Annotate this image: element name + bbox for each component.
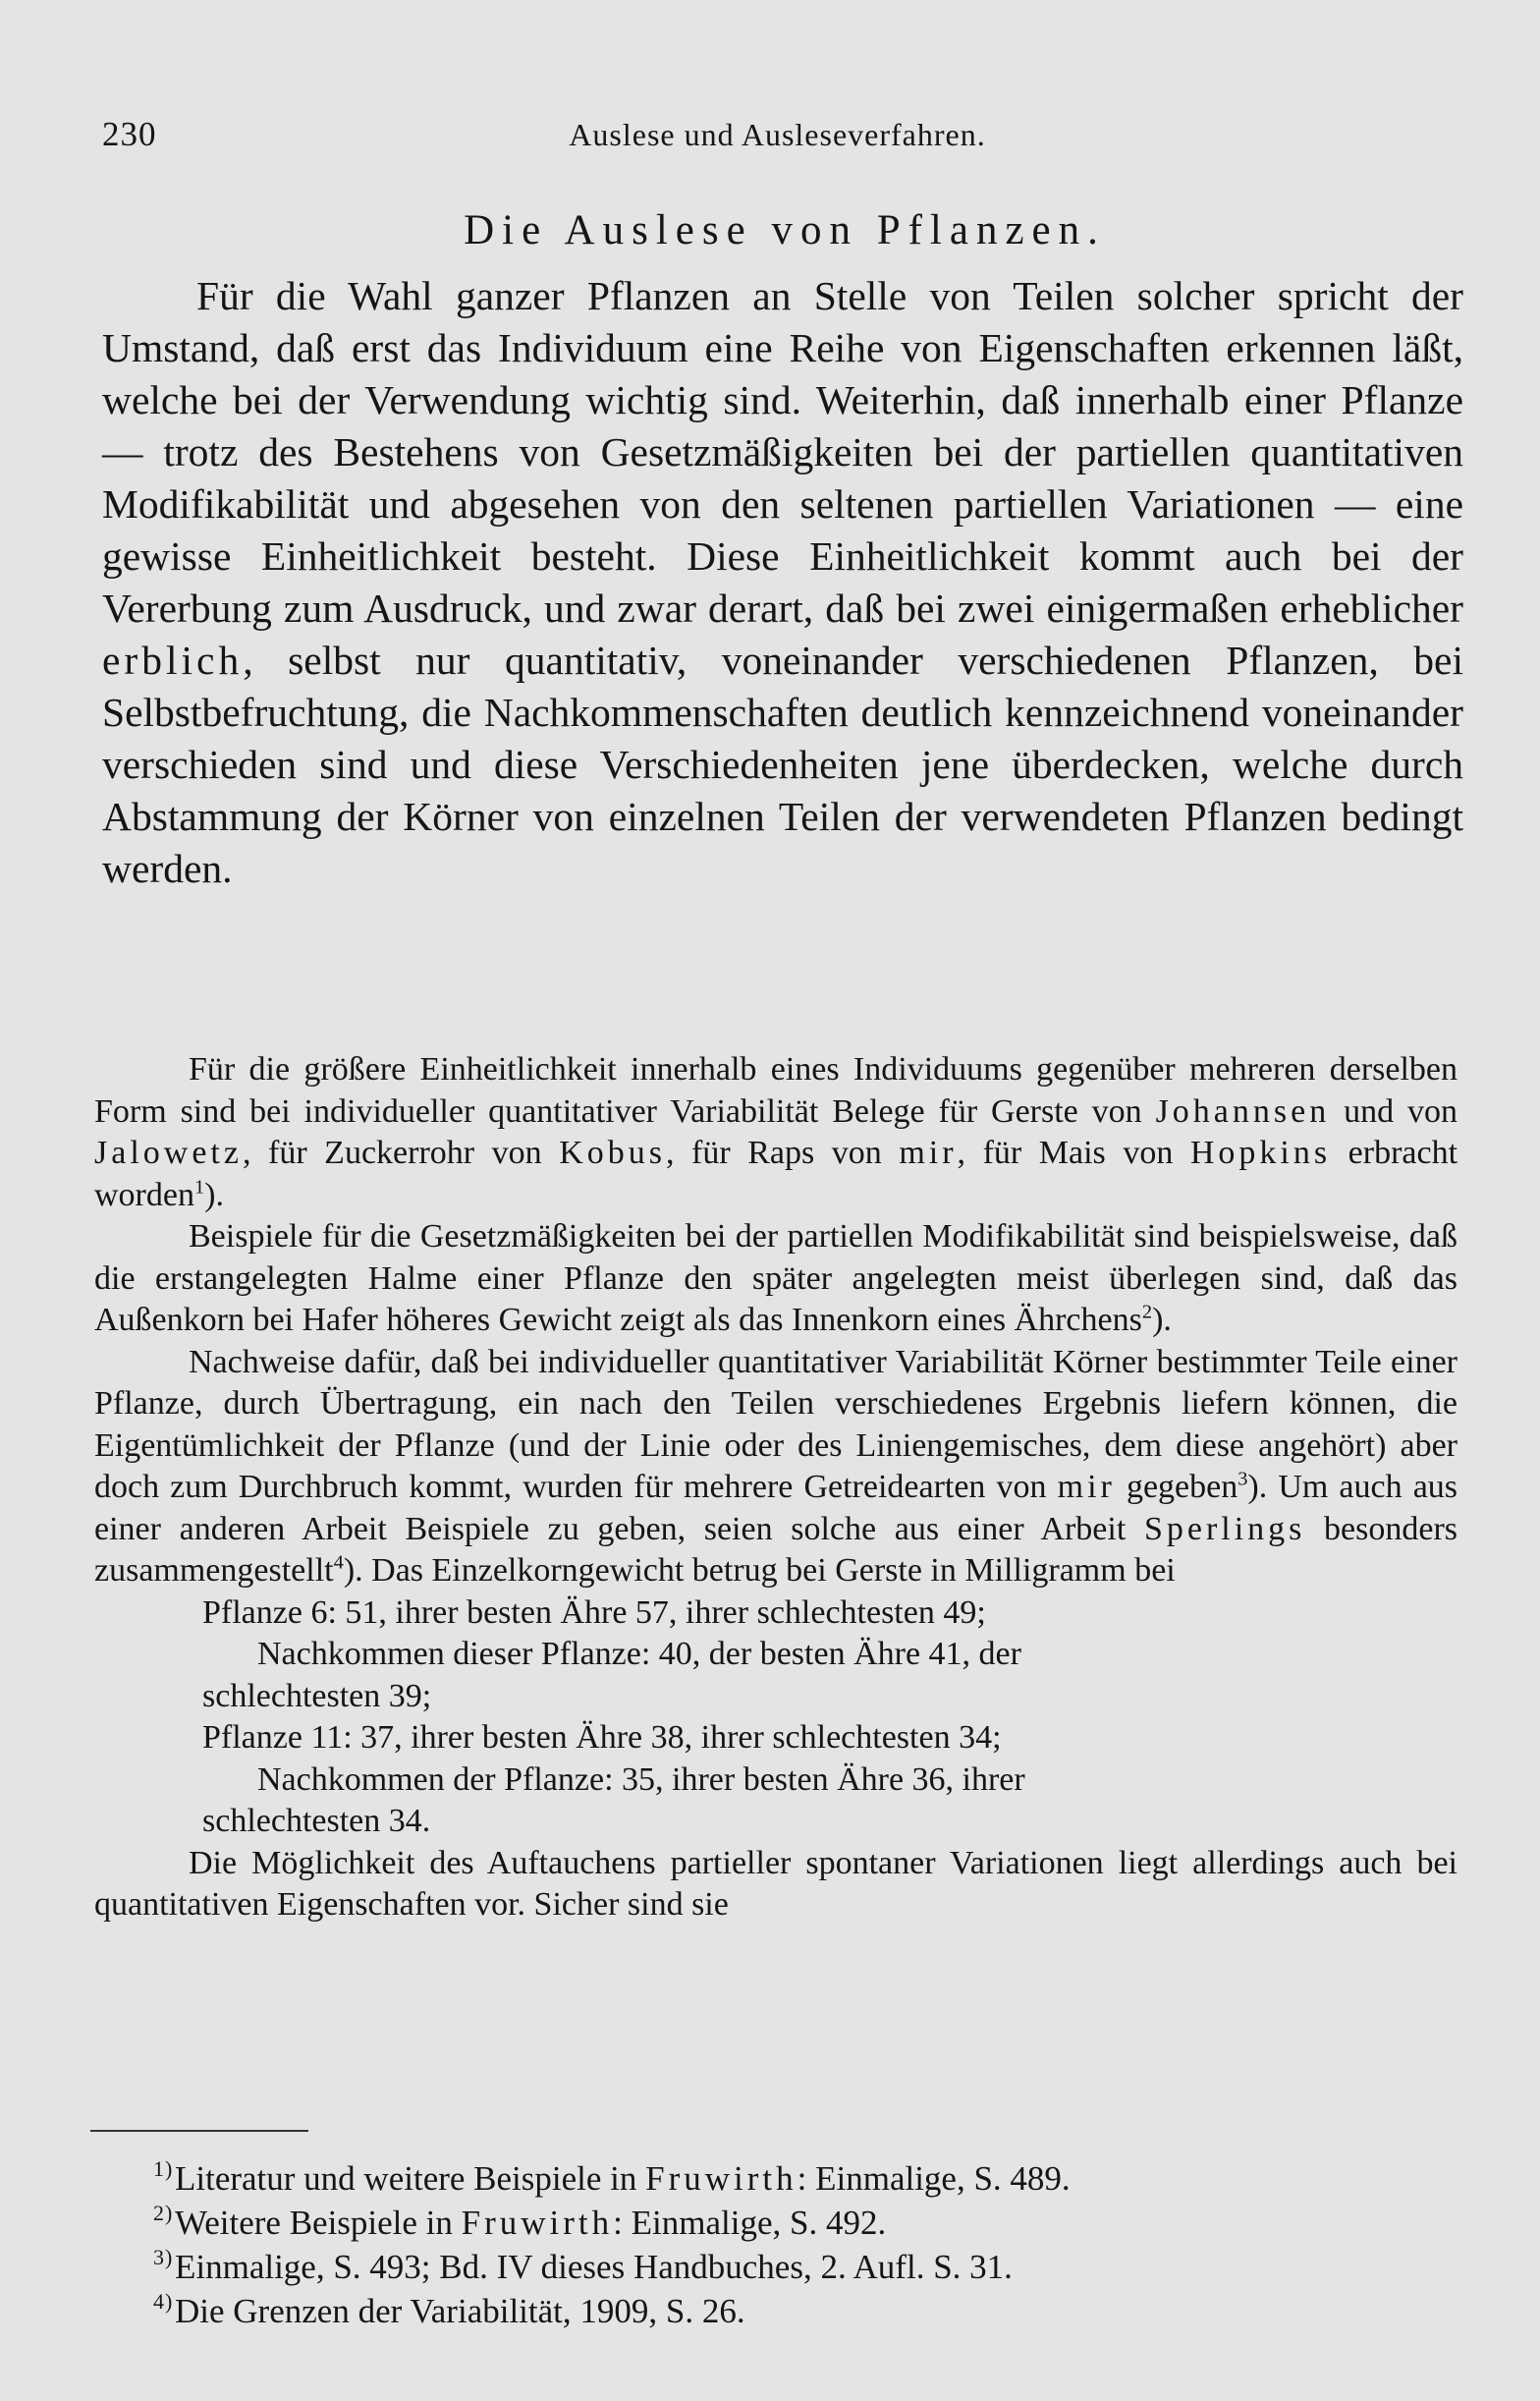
main-text (102, 270, 1463, 895)
running-title: Auslese und Ausleseverfahren. (569, 117, 986, 152)
footnote-ref: 3 (1238, 1468, 1248, 1490)
text: gegeben (1126, 1469, 1238, 1505)
footnote-ref: 1 (193, 1176, 205, 1199)
text: ). (1152, 1302, 1172, 1338)
text: Nachweise dafür, daß bei individueller quantitativer Variabilität Körner bestimmter Teile einer Pflanze, durch Übertragung, ein nach den Teilen verschiedenes Ergebnis liefern können, die Eigentümlichkeit der Pflanze (und der Linie oder des Liniengemisches, dem diese angehört) aber doch zum Durchbruch kommt, wurden für mehrere Getreidearten von (94, 1343, 1458, 1505)
author-name: mir (899, 1135, 958, 1171)
page-number: 230 (102, 115, 157, 153)
main-paragraph (102, 270, 1463, 895)
small-paragraph-1 (94, 1049, 1458, 1216)
text: erbracht worden (94, 1135, 1458, 1213)
data-line-plant-11: Pflanze 11: 37, ihrer besten Ähre 38, ihrer schlechtesten 34; (202, 1719, 1002, 1756)
small-paragraph-4: Die Möglichkeit des Auftauchens partieller spontaner Variationen liegt allerdings auch bei quantitativen Eigenschaften vor. Sicher sind sie (94, 1844, 1458, 1923)
emphasis-erblich: erblich (102, 638, 244, 683)
footnote-paren: ) (165, 2201, 173, 2225)
text: Die Grenzen der Variabilität, 1909, S. 26. (175, 2292, 745, 2330)
footnote-ref: 4 (333, 1551, 344, 1574)
small-paragraph-2 (94, 1216, 1458, 1342)
footnote-marker: 4 (153, 2289, 164, 2314)
text: ). Das Einzelkorngewicht betrug bei Gerste in Milligramm bei (343, 1552, 1176, 1589)
footnote-paren: ) (165, 2245, 173, 2269)
footnote-divider (90, 2130, 308, 2132)
main-paragraph-part1: Für die Wahl ganzer Pflanzen an Stelle von Teilen solcher spricht der Umstand, daß erst das Individuum eine Reihe von Eigenschaften erkennen läßt, welche bei der Verwendung wichtig sind. Weiterhin, daß innerhalb einer Pflanze — trotz des Bestehens von Gesetzmäßigkeiten bei der partiellen quantitativen Modifikabilität und abgesehen von den seltenen partiellen Variationen — eine gewisse Einheitlichkeit besteht. Diese Einheitlichkeit kommt auch bei der Vererbung zum Ausdruck, und zwar derart, daß bei zwei einigermaßen erheblicher (102, 273, 1463, 631)
data-line-offspring-11-cont: schlechtesten 34. (202, 1803, 431, 1839)
text: Für die größere Einheitlichkeit innerhalb eines Individuums gegenüber mehreren derselben Form sind bei individueller quantitativer Variabilität Belege für Gerste von (94, 1051, 1458, 1130)
author-name: mir (1057, 1469, 1116, 1505)
text: , für Raps von (666, 1135, 882, 1171)
footnote-paren: ) (165, 2156, 173, 2181)
text: ). Um auch aus einer anderen Arbeit Beispiele zu geben, seien solche aus einer Arbeit (94, 1469, 1458, 1547)
data-line-plant-6: Pflanze 6: 51, ihrer besten Ähre 57, ihrer schlechtesten 49; (202, 1593, 986, 1631)
text: Einmalige, S. 493; Bd. IV dieses Handbuches, 2. Aufl. S. 31. (175, 2248, 1013, 2286)
author-name: Sperlings (1143, 1510, 1306, 1547)
author-name: Jalowetz (94, 1135, 243, 1171)
footnote-2 (153, 2201, 1452, 2245)
footnote-marker: 3 (153, 2245, 164, 2269)
text: : Einmalige, S. 489. (797, 2159, 1071, 2198)
data-line-offspring-6: Nachkommen dieser Pflanze: 40, der besten Ähre 41, der (257, 1636, 1021, 1672)
main-paragraph-part2: , selbst nur quantitativ, voneinander verschiedenen Pflanzen, bei Selbstbefruchtung, die Nachkommenschaften deutlich kennzeichnend voneinander verschieden sind und diese Verschiedenheiten jene überdecken, welche durch Abstammung der Körner von einzelnen Teilen der verwendeten Pflanzen bedingt werden. (102, 638, 1463, 891)
footnotes (153, 2156, 1452, 2333)
text: , für Zuckerrohr von (242, 1135, 542, 1171)
author-name: Kobus (559, 1135, 666, 1171)
text: Literatur und weitere Beispiele in (175, 2159, 637, 2198)
text: ). (204, 1176, 224, 1213)
footnote-ref: 2 (1141, 1301, 1153, 1323)
footnote-marker: 1 (153, 2156, 164, 2181)
author-name: Fruwirth (461, 2204, 614, 2242)
footnote-1 (153, 2156, 1452, 2201)
text: : Einmalige, S. 492. (613, 2204, 887, 2242)
author-name: Johannsen (1155, 1092, 1331, 1130)
text: Weitere Beispiele in (175, 2204, 453, 2242)
data-line-offspring-6-cont: schlechtesten 39; (202, 1677, 432, 1714)
text: und von (1344, 1092, 1458, 1130)
small-print-section (94, 1049, 1458, 1926)
footnote-paren: ) (165, 2289, 173, 2314)
author-name: Fruwirth (645, 2159, 798, 2198)
data-line-offspring-11: Nachkommen der Pflanze: 35, ihrer besten Ähre 36, ihrer (257, 1760, 1025, 1798)
footnote-3 (153, 2245, 1452, 2289)
small-paragraph-3 (94, 1342, 1458, 1592)
text: , für Mais von (957, 1135, 1174, 1171)
text: besonders zusammengestellt (94, 1510, 1458, 1589)
author-name: Hopkins (1189, 1135, 1332, 1171)
running-head (102, 110, 1453, 159)
footnote-4 (153, 2289, 1452, 2333)
footnote-marker: 2 (153, 2201, 164, 2225)
section-title: Die Auslese von Pflanzen. (464, 207, 1106, 253)
text: Beispiele für die Gesetzmäßigkeiten bei der partiellen Modifikabilität sind beispielsweise, daß die erstangelegten Halme einer Pflanze den später angelegten meist überlegen sind, daß das Außenkorn bei Hafer höheres Gewicht zeigt als das Innenkorn eines Ährchens (94, 1218, 1458, 1338)
